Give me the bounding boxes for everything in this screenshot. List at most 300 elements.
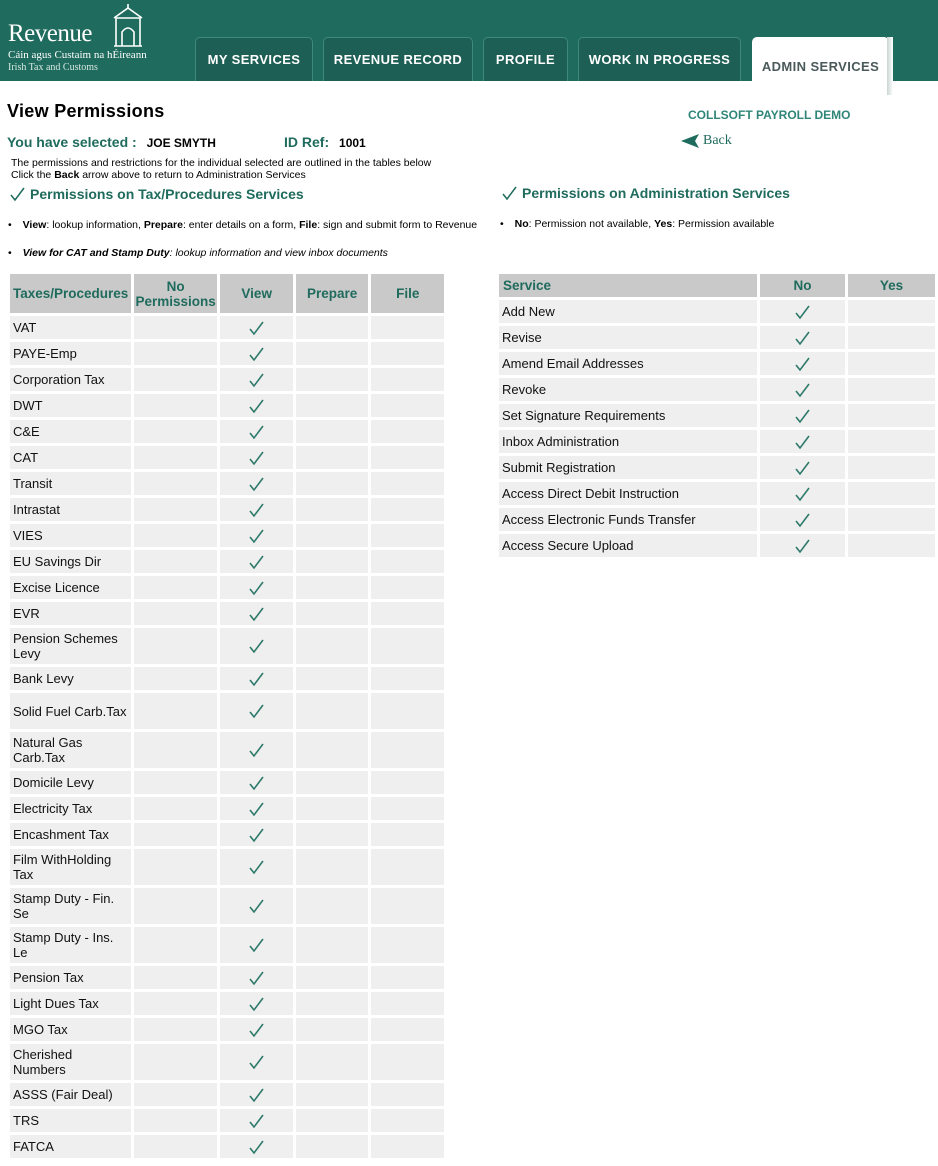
tax-section-title: Permissions on Tax/Procedures Services [30,186,304,202]
permission-cell [296,420,369,443]
checkmark-icon [795,487,810,502]
table-row [499,326,935,349]
table-row [10,1135,444,1158]
permission-cell [296,849,369,885]
permission-cell [134,368,218,391]
legend-view-term: View [22,219,47,231]
admin-legend [500,218,774,230]
permission-cell [848,508,935,531]
permission-cell [371,1135,444,1158]
admin-section-title: Permissions on Administration Services [522,185,790,201]
legend-yes-term: Yes [654,218,673,230]
checkmark-icon [795,513,810,528]
permission-cell [848,456,935,479]
table-row [499,300,935,323]
table-row [10,602,444,625]
table-row [10,667,444,690]
table-row [499,534,935,557]
checkmark-icon [10,187,25,202]
table-row [10,771,444,794]
permission-cell [134,316,218,339]
permission-cell [134,576,218,599]
checkmark-icon [795,409,810,424]
permission-cell [134,992,218,1015]
checkmark-icon [249,1088,264,1103]
idref-label: ID Ref: [284,134,330,150]
row-name: Solid Fuel Carb.Tax [10,693,131,729]
row-name: Encashment Tax [10,823,131,846]
permission-cell [296,524,369,547]
permission-cell [220,1018,293,1041]
row-name: EVR [10,602,131,625]
permission-cell [371,472,444,495]
tab-admin-services[interactable]: ADMIN SERVICES [752,37,889,95]
tax-section-heading [10,186,304,202]
row-name: Intrastat [10,498,131,521]
checkmark-icon [249,997,264,1012]
selected-name: JOE SMYTH [146,136,216,150]
permission-cell [848,326,935,349]
table-row [499,456,935,479]
permission-cell [760,430,845,453]
row-name: C&E [10,420,131,443]
permission-cell [220,1135,293,1158]
permission-cell [134,394,218,417]
intro-line-1: The permissions and restrictions for the individual selected are outlined in the tables below [11,157,432,169]
row-name: Pension Schemes Levy [10,628,131,664]
permission-cell [371,316,444,339]
checkmark-icon [249,347,264,362]
permission-cell [760,482,845,505]
column-header: Service [499,274,757,297]
logo-subtitle-irish: Cáin agus Custaim na hÉireann [8,49,147,61]
permission-cell [760,508,845,531]
row-name: Electricity Tax [10,797,131,820]
row-name: VAT [10,316,131,339]
permission-cell [296,927,369,963]
permission-cell [371,576,444,599]
back-label: Back [703,133,732,148]
permission-cell [220,576,293,599]
row-name: Access Secure Upload [499,534,757,557]
permission-cell [760,378,845,401]
permission-cell [760,534,845,557]
row-name: Light Dues Tax [10,992,131,1015]
logo-subtitle-english: Irish Tax and Customs [8,62,98,73]
permission-cell [134,927,218,963]
permission-cell [296,316,369,339]
table-row [499,508,935,531]
permission-cell [296,992,369,1015]
table-row [499,352,935,375]
table-row [10,992,444,1015]
permission-cell [848,534,935,557]
legend-cat-term: View for CAT and Stamp Duty [22,247,170,259]
column-header: File [371,274,444,313]
table-row [10,368,444,391]
permission-cell [371,966,444,989]
intro-line-2-pre: Click the [11,169,55,181]
checkmark-icon [795,305,810,320]
permission-cell [371,849,444,885]
permission-cell [134,1135,218,1158]
checkmark-icon [795,331,810,346]
permission-cell [134,498,218,521]
checkmark-icon [795,357,810,372]
permission-cell [220,888,293,924]
tax-legend-2 [8,247,388,259]
permission-cell [134,1083,218,1106]
permission-cell [371,524,444,547]
permission-cell [220,316,293,339]
table-row [10,797,444,820]
checkmark-icon [249,451,264,466]
checkmark-icon [795,383,810,398]
legend-view-desc: : lookup information, [46,219,144,231]
permission-cell [296,394,369,417]
checkmark-icon [795,539,810,554]
permission-cell [760,352,845,375]
permission-cell [134,797,218,820]
permission-cell [134,472,218,495]
checkmark-icon [249,704,264,719]
idref-value: 1001 [339,136,366,150]
permission-cell [296,472,369,495]
checkmark-icon [249,555,264,570]
permission-cell [371,446,444,469]
checkmark-icon [249,373,264,388]
intro-text [11,157,431,181]
permission-cell [220,342,293,365]
permission-cell [296,576,369,599]
back-arrow-icon [681,134,699,148]
checkmark-icon [249,639,264,654]
checkmark-icon [249,321,264,336]
row-name: Access Electronic Funds Transfer [499,508,757,531]
tab-work-in-progress[interactable]: WORK IN PROGRESS [578,37,741,81]
column-header: Prepare [296,274,369,313]
arch-emblem-icon [113,4,143,48]
permission-cell [371,368,444,391]
permission-cell [134,888,218,924]
row-name: Revise [499,326,757,349]
permission-cell [296,1044,369,1080]
legend-prepare-term: Prepare [143,219,183,231]
table-row [10,316,444,339]
row-name: Pension Tax [10,966,131,989]
tax-legend-1 [8,219,477,231]
row-name: Add New [499,300,757,323]
permission-cell [848,404,935,427]
checkmark-icon [249,672,264,687]
permission-cell [371,771,444,794]
permission-cell [134,602,218,625]
checkmark-icon [502,186,517,201]
column-header: Taxes/Procedures [10,274,131,313]
table-header-row [499,274,935,297]
permission-cell [220,849,293,885]
row-name: PAYE-Emp [10,342,131,365]
permission-cell [220,693,293,729]
permission-cell [371,992,444,1015]
column-header: View [220,274,293,313]
tab-my-services[interactable]: MY SERVICES [195,37,313,81]
permission-cell [296,888,369,924]
permission-cell [371,628,444,664]
row-name: Submit Registration [499,456,757,479]
admin-section-heading [502,185,790,201]
checkmark-icon [249,971,264,986]
permission-cell [296,771,369,794]
intro-line-2-post: arrow above to return to Administration Services [79,169,306,181]
permission-cell [296,797,369,820]
site-header [0,0,938,81]
permission-cell [371,1018,444,1041]
row-name: Cherished Numbers [10,1044,131,1080]
table-row [10,420,444,443]
table-row [10,927,444,963]
row-name: MGO Tax [10,1018,131,1041]
permission-cell [760,326,845,349]
permission-cell [371,550,444,573]
permission-cell [848,378,935,401]
row-name: Stamp Duty - Fin. Se [10,888,131,924]
permission-cell [371,394,444,417]
row-name: Set Signature Requirements [499,404,757,427]
permission-cell [220,771,293,794]
row-name: Inbox Administration [499,430,757,453]
permission-cell [371,823,444,846]
permission-cell [760,456,845,479]
table-row [10,888,444,924]
legend-cat-desc: : lookup information and view inbox documents [169,247,388,259]
permission-cell [296,498,369,521]
tab-shadow [887,37,893,95]
permission-cell [134,446,218,469]
checkmark-icon [249,1140,264,1155]
permission-cell [134,524,218,547]
checkmark-icon [795,435,810,450]
selected-user [7,134,216,150]
page-title: View Permissions [7,101,165,121]
tax-permissions-table [7,271,447,1161]
checkmark-icon [249,938,264,953]
legend-no-term: No [514,218,529,230]
table-row [10,823,444,846]
permission-cell [134,771,218,794]
permission-cell [296,550,369,573]
permission-cell [848,352,935,375]
table-row [10,1083,444,1106]
checkmark-icon [249,503,264,518]
permission-cell [220,472,293,495]
checkmark-icon [249,581,264,596]
checkmark-icon [249,425,264,440]
permission-cell [848,300,935,323]
permission-cell [220,628,293,664]
table-row [10,498,444,521]
logo-title: Revenue [8,20,92,47]
table-row [10,446,444,469]
permission-cell [134,628,218,664]
legend-file-desc: : sign and submit form to Revenue [317,219,478,231]
legend-no-desc: : Permission not available, [528,218,655,230]
table-row [10,849,444,885]
row-name: CAT [10,446,131,469]
permission-cell [371,1109,444,1132]
permission-cell [296,667,369,690]
table-row [499,378,935,401]
table-row [10,550,444,573]
checkmark-icon [795,461,810,476]
table-row [10,394,444,417]
row-name: VIES [10,524,131,547]
checkmark-icon [249,860,264,875]
permission-cell [134,693,218,729]
checkmark-icon [249,1055,264,1070]
permission-cell [371,888,444,924]
legend-yes-desc: : Permission available [672,218,775,230]
table-row [499,404,935,427]
permission-cell [220,394,293,417]
permission-cell [371,693,444,729]
permission-cell [296,966,369,989]
table-row [10,732,444,768]
permission-cell [296,368,369,391]
permission-cell [296,1109,369,1132]
permission-cell [220,667,293,690]
tab-revenue-record[interactable]: REVENUE RECORD [323,37,473,81]
permission-cell [220,1044,293,1080]
checkmark-icon [249,802,264,817]
checkmark-icon [249,607,264,622]
row-name: Excise Licence [10,576,131,599]
selected-label: You have selected : [7,134,137,150]
permission-cell [371,1083,444,1106]
permission-cell [220,966,293,989]
row-name: Stamp Duty - Ins. Le [10,927,131,963]
permission-cell [296,1135,369,1158]
permission-cell [371,1044,444,1080]
tab-profile[interactable]: PROFILE [483,37,568,81]
intro-line-2-bold: Back [54,169,80,181]
permission-cell [296,342,369,365]
row-name: ASSS (Fair Deal) [10,1083,131,1106]
intro-line-2 [11,169,431,181]
row-name: FATCA [10,1135,131,1158]
checkmark-icon [249,776,264,791]
admin-permissions-table [496,271,938,560]
checkmark-icon [249,828,264,843]
permission-cell [220,992,293,1015]
permission-cell [220,1083,293,1106]
permission-cell [760,404,845,427]
row-name: Film WithHolding Tax [10,849,131,885]
table-row [499,430,935,453]
permission-cell [134,966,218,989]
permission-cell [220,823,293,846]
permission-cell [371,667,444,690]
table-row [10,1018,444,1041]
permission-cell [134,550,218,573]
permission-cell [220,927,293,963]
company-name: COLLSOFT PAYROLL DEMO [688,108,851,122]
permission-cell [220,797,293,820]
permission-cell [371,732,444,768]
permission-cell [371,342,444,365]
row-name: Revoke [499,378,757,401]
table-row [10,342,444,365]
permission-cell [296,732,369,768]
checkmark-icon [249,1114,264,1129]
checkmark-icon [249,1023,264,1038]
table-row [10,966,444,989]
permission-cell [371,927,444,963]
permission-cell [296,1018,369,1041]
permission-cell [296,693,369,729]
legend-prepare-desc: : enter details on a form, [182,219,300,231]
row-name: TRS [10,1109,131,1132]
permission-cell [134,1109,218,1132]
id-ref [284,134,366,150]
permission-cell [220,1109,293,1132]
permission-cell [220,524,293,547]
permission-cell [134,849,218,885]
table-row [10,1109,444,1132]
permission-cell [134,823,218,846]
checkmark-icon [249,743,264,758]
permission-cell [134,667,218,690]
table-header-row [10,274,444,313]
permission-cell [134,420,218,443]
permission-cell [371,602,444,625]
checkmark-icon [249,899,264,914]
row-name: Transit [10,472,131,495]
row-name: Bank Levy [10,667,131,690]
row-name: Natural Gas Carb.Tax [10,732,131,768]
permission-cell [296,823,369,846]
permission-cell [220,368,293,391]
row-name: Amend Email Addresses [499,352,757,375]
permission-cell [371,797,444,820]
revenue-logo[interactable] [8,4,148,74]
table-row [10,1044,444,1080]
table-row [10,576,444,599]
permission-cell [371,420,444,443]
permission-cell [134,1018,218,1041]
permission-cell [296,602,369,625]
table-row [10,472,444,495]
permission-cell [848,430,935,453]
permission-cell [220,446,293,469]
table-row [10,524,444,547]
row-name: Corporation Tax [10,368,131,391]
column-header: No [760,274,845,297]
permission-cell [134,342,218,365]
permission-cell [220,420,293,443]
permission-cell [220,732,293,768]
permission-cell [220,498,293,521]
checkmark-icon [249,529,264,544]
checkmark-icon [249,477,264,492]
permission-cell [371,498,444,521]
permission-cell [134,732,218,768]
table-row [499,482,935,505]
back-link[interactable] [681,133,732,149]
permission-cell [134,1044,218,1080]
column-header: Yes [848,274,935,297]
row-name: Access Direct Debit Instruction [499,482,757,505]
